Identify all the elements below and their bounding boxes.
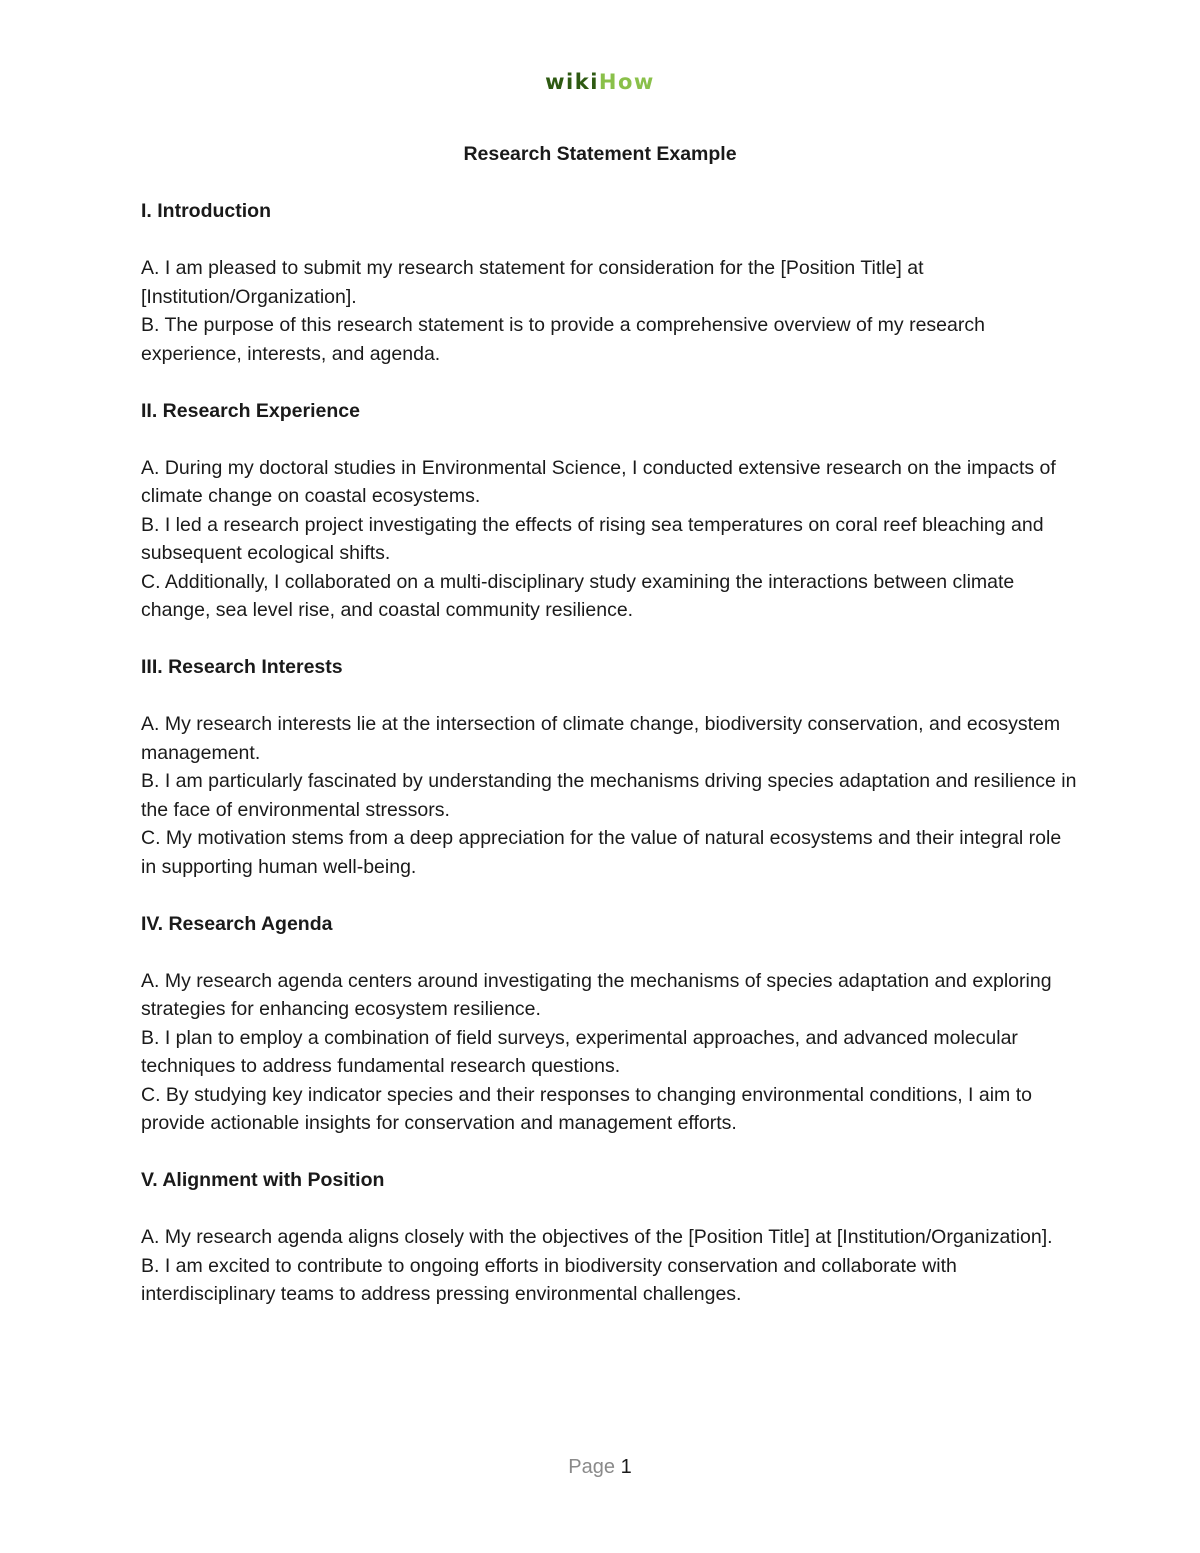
section-item: B. The purpose of this research statement is to provide a comprehensive overview of my research experience, interests, and agenda. (141, 314, 985, 365)
section-items (141, 1223, 1081, 1309)
section-item: B. I led a research project investigating the effects of rising sea temperatures on coral reef bleaching and subsequent ecological shifts. (141, 513, 1044, 564)
section-heading: II. Research Experience (141, 399, 360, 422)
section-item: B. I am excited to contribute to ongoing efforts in biodiversity conservation and collaborate with interdisciplinary teams to address pressing environmental challenges. (141, 1254, 957, 1305)
section-item: A. My research agenda centers around investigating the mechanisms of species adaptation and exploring strategies for enhancing ecosystem resilience. (141, 969, 1052, 1020)
section-heading: V. Alignment with Position (141, 1169, 385, 1191)
section-item: B. I plan to employ a combination of field surveys, experimental approaches, and advanced molecular techniques to address fundamental research questions. (141, 1026, 1018, 1077)
section-heading: III. Research Interests (141, 656, 343, 678)
section-item: C. My motivation stems from a deep appreciation for the value of natural ecosystems and their integral role in supporting human well-being. (141, 827, 1062, 878)
page-number: 1 (620, 1456, 632, 1478)
section-item: A. My research agenda aligns closely with the objectives of the [Position Title] at [Institution/Organization]. (141, 1226, 1053, 1248)
section-items (141, 454, 1081, 625)
section-heading: IV. Research Agenda (141, 912, 333, 935)
logo-how-text: How (598, 70, 655, 94)
page-label: Page (568, 1456, 616, 1478)
section-item: B. I am particularly fascinated by understanding the mechanisms driving species adaptation and resilience in the face of environmental stressors. (141, 770, 1077, 821)
section-item: A. My research interests lie at the intersection of climate change, biodiversity conservation, and ecosystem management. (141, 713, 1061, 764)
section-alignment-with-position (141, 1166, 1081, 1309)
section-research-agenda (141, 910, 1081, 1138)
section-heading: I. Introduction (141, 200, 271, 222)
section-items (141, 710, 1081, 881)
section-research-experience (141, 397, 1081, 625)
logo-wiki-text: wiki (545, 70, 599, 94)
wikihow-logo (0, 66, 1200, 98)
page-footer (0, 1453, 1200, 1481)
section-item: C. Additionally, I collaborated on a multi-disciplinary study examining the interactions between climate change, sea level rise, and coastal community resilience. (141, 570, 1015, 621)
section-items (141, 967, 1081, 1138)
section-item: C. By studying key indicator species and their responses to changing environmental conditions, I aim to provide actionable insights for conservation and management efforts. (141, 1083, 1032, 1134)
document-title: Research Statement Example (463, 143, 737, 165)
section-research-interests (141, 653, 1081, 881)
section-item: A. I am pleased to submit my research statement for consideration for the [Position Title] at [Institution/Organization]. (141, 257, 924, 308)
section-items (141, 254, 1081, 368)
document-body (141, 197, 1081, 1337)
section-item: A. During my doctoral studies in Environmental Science, I conducted extensive research on the impacts of climate change on coastal ecosystems. (141, 456, 1056, 507)
section-introduction (141, 197, 1081, 368)
